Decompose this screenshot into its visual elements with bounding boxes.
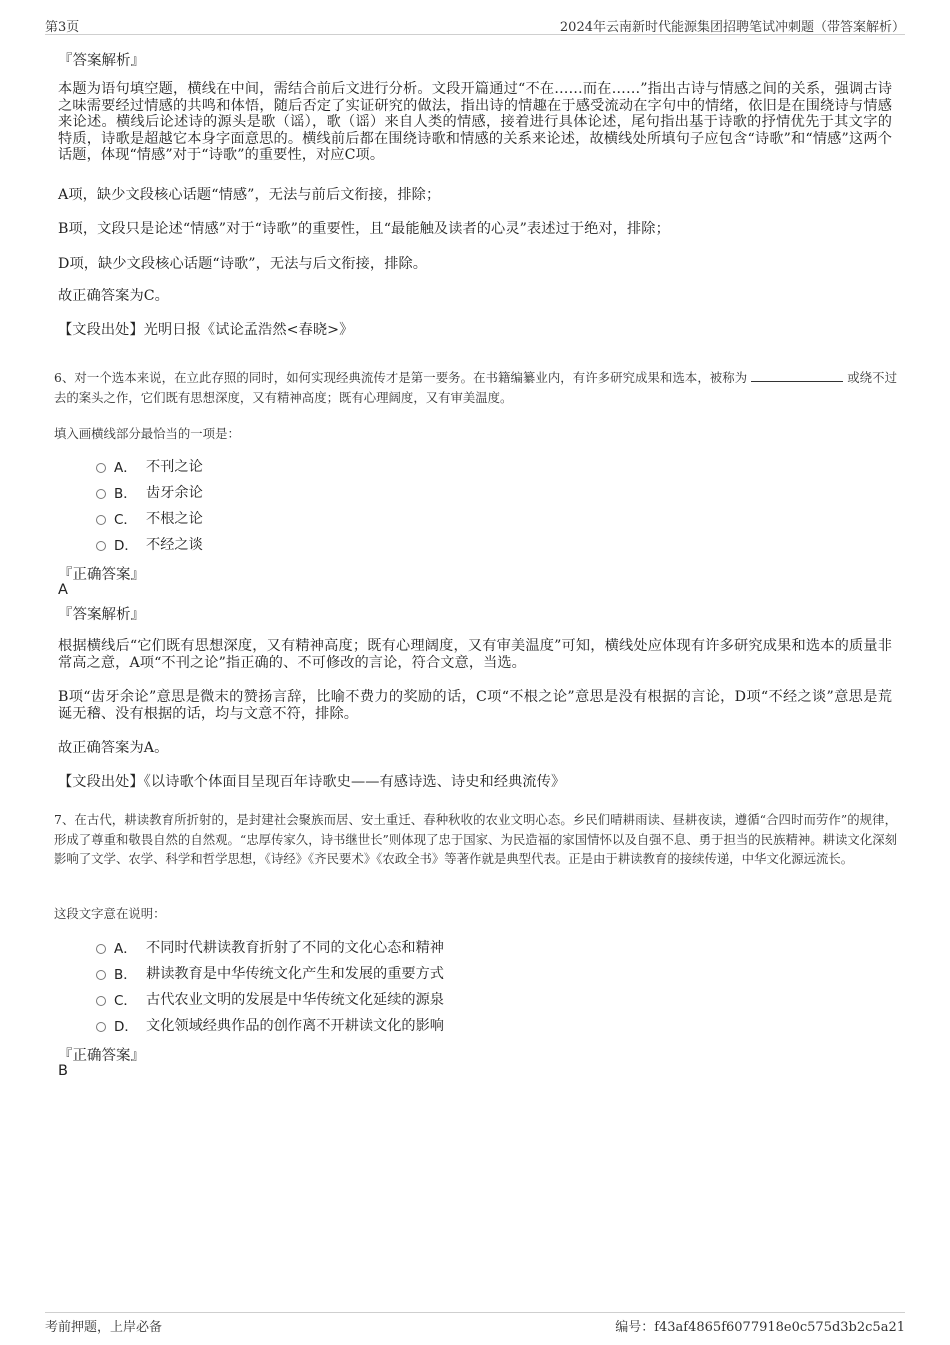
analysis-paragraph: 根据横线后“它们既有思想深度，又有精神高度；既有心理阔度，又有审美温度”可知，横线处应体现有许多研究成果和选本的质量非常高之意，A项“不刊之论”指正确的、不可修改的言论，符合文意，当选。 [58, 638, 892, 671]
answer-tag: 『正确答案』 [58, 1048, 145, 1064]
analysis-paragraph: B项“齿牙余论”意思是微末的赞扬言辞，比喻不费力的奖励的话，C项“不根之论”意思是没有根据的言论，D项“不经之谈”意思是荒诞无稽、没有根据的话，均与文意不符，排除。 [58, 689, 892, 722]
option-letter: C． [114, 993, 137, 1009]
source-citation: 【文段出处】《以诗歌个体面目呈现百年诗歌史——有感诗选、诗史和经典流传》 [58, 774, 566, 790]
radio-icon[interactable] [96, 970, 106, 980]
footer-slogan: 考前押题，上岸必备 [45, 1320, 163, 1335]
option-text: 不刊之论 [146, 459, 203, 475]
radio-icon[interactable] [96, 541, 106, 551]
option-a[interactable] [96, 457, 203, 475]
page-number: 第3页 [45, 20, 80, 35]
option-letter: A． [114, 460, 137, 476]
analysis-tag: 『答案解析』 [58, 607, 145, 623]
option-c[interactable] [96, 990, 444, 1008]
option-d[interactable] [96, 535, 203, 553]
option-text: 耕读教育是中华传统文化产生和发展的重要方式 [146, 966, 444, 982]
source-citation: 【文段出处】光明日报《试论孟浩然<春晓>》 [58, 322, 354, 338]
option-letter: B． [114, 967, 137, 983]
fill-blank-line [751, 369, 843, 382]
option-letter: A． [114, 941, 137, 957]
option-letter: D． [114, 1019, 138, 1035]
option-text: 文化领域经典作品的创作离不开耕读文化的影响 [146, 1018, 444, 1034]
correct-answer: B [58, 1063, 68, 1079]
radio-icon[interactable] [96, 489, 106, 499]
question-stem: 7、在古代，耕读教育所折射的，是封建社会聚族而居、安土重迁、春种秋收的农业文明心态。乡民们晴耕雨读、昼耕夜读，遵循“合四时而劳作”的规律，形成了尊重和敬畏自然的自然观。“忠厚传家久，诗书继世长”则体现了忠于国家、为民造福的家国情怀以及自强不息、勇于担当的民族精神。耕读文化深刻影响了文学、农学、科学和哲学思想，《诗经》《齐民要术》《农政全书》等著作就是典型代表。正是由于耕读教育的接续传递，中华文化源远流长。 [54, 812, 897, 866]
analysis-paragraph: D项，缺少文段核心话题“诗歌”，无法与后文衔接，排除。 [58, 256, 428, 272]
question-instruction: 这段文字意在说明： [54, 906, 166, 921]
analysis-conclusion: 故正确答案为A。 [58, 740, 169, 756]
option-letter: C． [114, 512, 137, 528]
question-stem [54, 368, 897, 407]
option-text: 不根之论 [146, 511, 203, 527]
analysis-paragraph: A项，缺少文段核心话题“情感”，无法与前后文衔接，排除； [58, 187, 441, 203]
radio-icon[interactable] [96, 515, 106, 525]
analysis-conclusion: 故正确答案为C。 [58, 288, 169, 304]
radio-icon[interactable] [96, 996, 106, 1006]
question-stem-part: 6、对一个选本来说，在立此存照的同时，如何实现经典流传才是第一要务。在书籍编纂业内，有许多研究成果和选本，被称为 [54, 370, 748, 385]
radio-icon[interactable] [96, 1022, 106, 1032]
radio-icon[interactable] [96, 463, 106, 473]
document-title: 2024年云南新时代能源集团招聘笔试冲刺题（带答案解析） [559, 20, 905, 35]
page-header [45, 16, 905, 35]
option-a[interactable] [96, 938, 444, 956]
option-text: 古代农业文明的发展是中华传统文化延续的源泉 [146, 992, 444, 1008]
option-text: 齿牙余论 [146, 485, 203, 501]
option-c[interactable] [96, 509, 203, 527]
question-stem-part: 或绕不过去的案头之作，它们既有思想深度，又有精神高度；既有心理阔度，又有审美温度。 [54, 370, 897, 405]
answer-tag: 『正确答案』 [58, 567, 145, 583]
option-letter: D． [114, 538, 138, 554]
correct-answer: A [58, 582, 68, 598]
analysis-paragraph: 本题为语句填空题，横线在中间，需结合前后文进行分析。文段开篇通过“不在……而在……”指出古诗与情感之间的关系，强调古诗之味需要经过情感的共鸣和体悟，随后否定了实证研究的做法，指出诗的情趣在于感受流动在字句中的情绪，依旧是在围绕诗与情感来论述。横线后论述诗的源头是歌（谣），歌（谣）来自人类的情感，接着进行具体论述，尾句指出基于诗歌的抒情优先于其文字的特质，诗歌是超越它本身字面意思的。横线前后都在围绕诗歌和情感的关系来论述，故横线处所填句子应包含“诗歌”和“情感”这两个话题，体现“情感”对于“诗歌”的重要性，对应C项。 [58, 81, 892, 163]
analysis-paragraph: B项，文段只是论述“情感”对于“诗歌”的重要性，且“最能触及读者的心灵”表述过于绝对，排除； [58, 221, 670, 237]
option-b[interactable] [96, 964, 444, 982]
option-text: 不经之谈 [146, 537, 203, 553]
option-text: 不同时代耕读教育折射了不同的文化心态和精神 [146, 940, 444, 956]
page-footer [45, 1312, 905, 1333]
analysis-tag: 『答案解析』 [58, 53, 145, 69]
question-instruction: 填入画横线部分最恰当的一项是： [54, 426, 240, 441]
document-id: 编号：f43af4865f6077918e0c575d3b2c5a21 [615, 1320, 905, 1335]
option-d[interactable] [96, 1016, 444, 1034]
option-b[interactable] [96, 483, 203, 501]
radio-icon[interactable] [96, 944, 106, 954]
option-letter: B． [114, 486, 137, 502]
